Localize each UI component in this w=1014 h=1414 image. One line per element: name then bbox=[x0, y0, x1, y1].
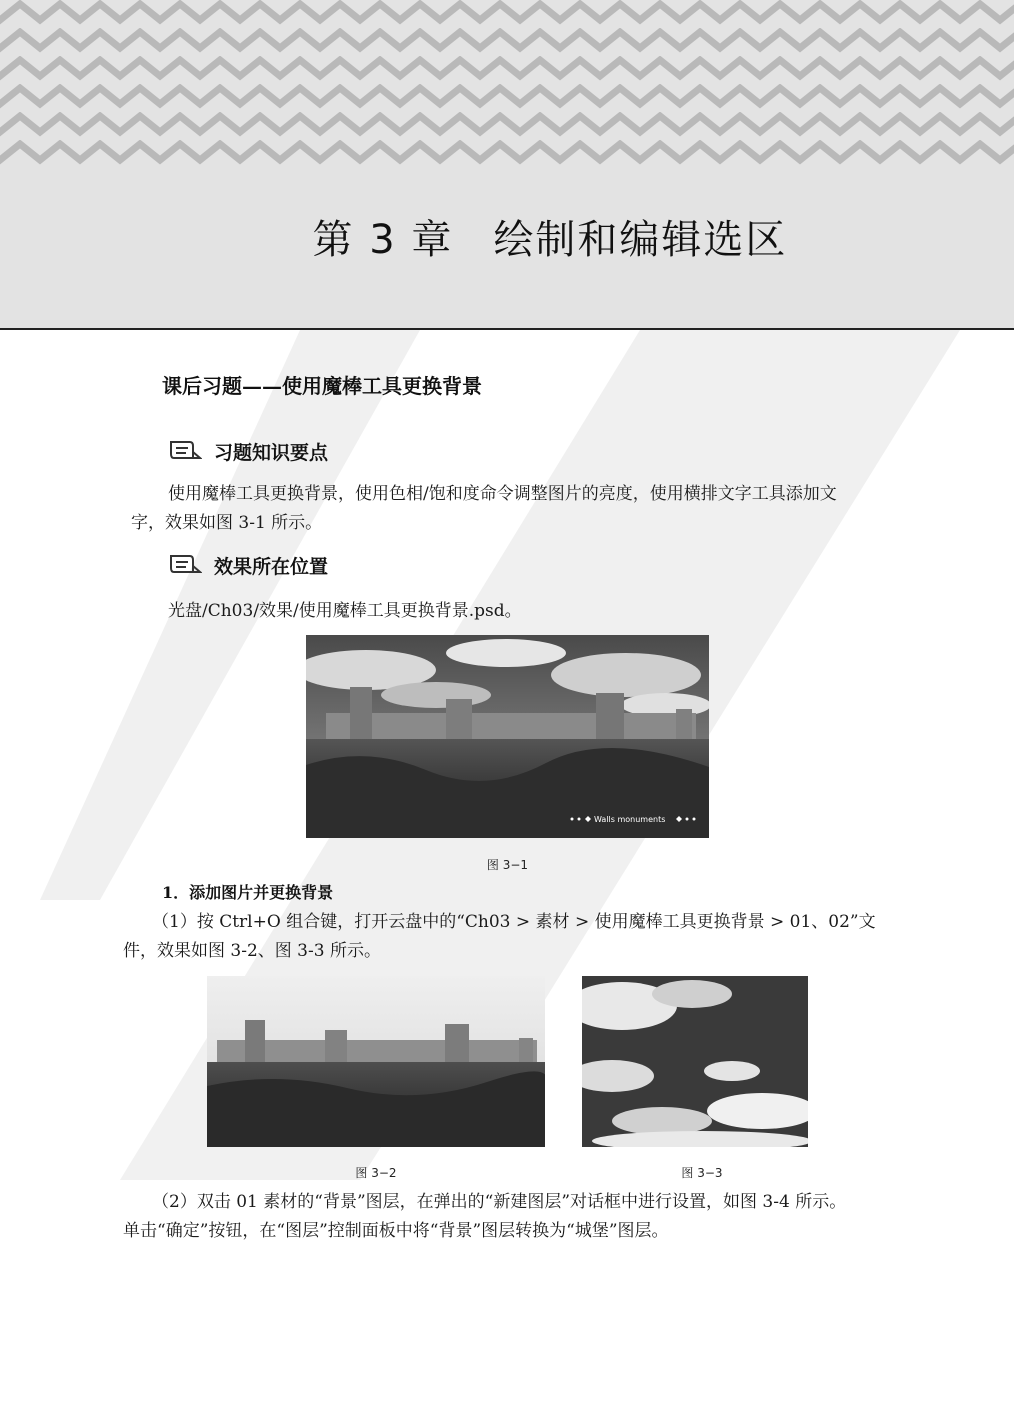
note-icon bbox=[168, 438, 202, 464]
clouds-image bbox=[582, 976, 808, 1147]
figure-3-2-caption: 图 3−2 bbox=[355, 1166, 397, 1180]
knowledge-heading-label: 习题知识要点 bbox=[214, 441, 329, 464]
location-heading bbox=[168, 548, 328, 582]
step1-line2: 件，效果如图 3-2、图 3-3 所示。 bbox=[123, 941, 381, 961]
step1-line1: （1）按 Ctrl+O 组合键，打开云盘中的“Ch03 > 素材 > 使用魔棒工具更换背景 > 01、02”文 bbox=[152, 912, 876, 932]
knowledge-heading bbox=[168, 434, 328, 468]
step2-line1: （2）双击 01 素材的“背景”图层，在弹出的“新建图层”对话框中进行设置，如图 3-4 所示。 bbox=[152, 1192, 847, 1212]
figure-3-3-caption: 图 3−3 bbox=[681, 1166, 723, 1180]
section-title: 课后习题——使用魔棒工具更换背景 bbox=[162, 374, 482, 398]
figure-3-1-caption: 图 3−1 bbox=[486, 858, 529, 872]
chapter-number: 第 3 章 bbox=[312, 217, 454, 263]
figure-3-2 bbox=[207, 976, 545, 1147]
svg-text:Walls monuments: Walls monuments bbox=[594, 815, 666, 824]
step2-line2: 单击“确定”按钮，在“图层”控制面板中将“背景”图层转换为“城堡”图层。 bbox=[123, 1221, 669, 1241]
castle-with-clouds-image bbox=[306, 635, 709, 838]
chapter-name: 绘制和编辑选区 bbox=[493, 217, 788, 263]
location-text: 光盘/Ch03/效果/使用魔棒工具更换背景.psd。 bbox=[168, 601, 522, 621]
knowledge-text-line2: 字，效果如图 3-1 所示。 bbox=[131, 513, 323, 533]
knowledge-text-line1: 使用魔棒工具更换背景，使用色相/饱和度命令调整图片的亮度，使用横排文字工具添加文 bbox=[168, 484, 837, 504]
figure-3-1 bbox=[306, 635, 709, 838]
figure-3-3 bbox=[582, 976, 808, 1147]
step1-heading: 1．添加图片并更换背景 bbox=[162, 883, 334, 902]
castle-image bbox=[207, 976, 545, 1147]
note-icon bbox=[168, 552, 202, 578]
location-heading-label: 效果所在位置 bbox=[214, 555, 329, 578]
